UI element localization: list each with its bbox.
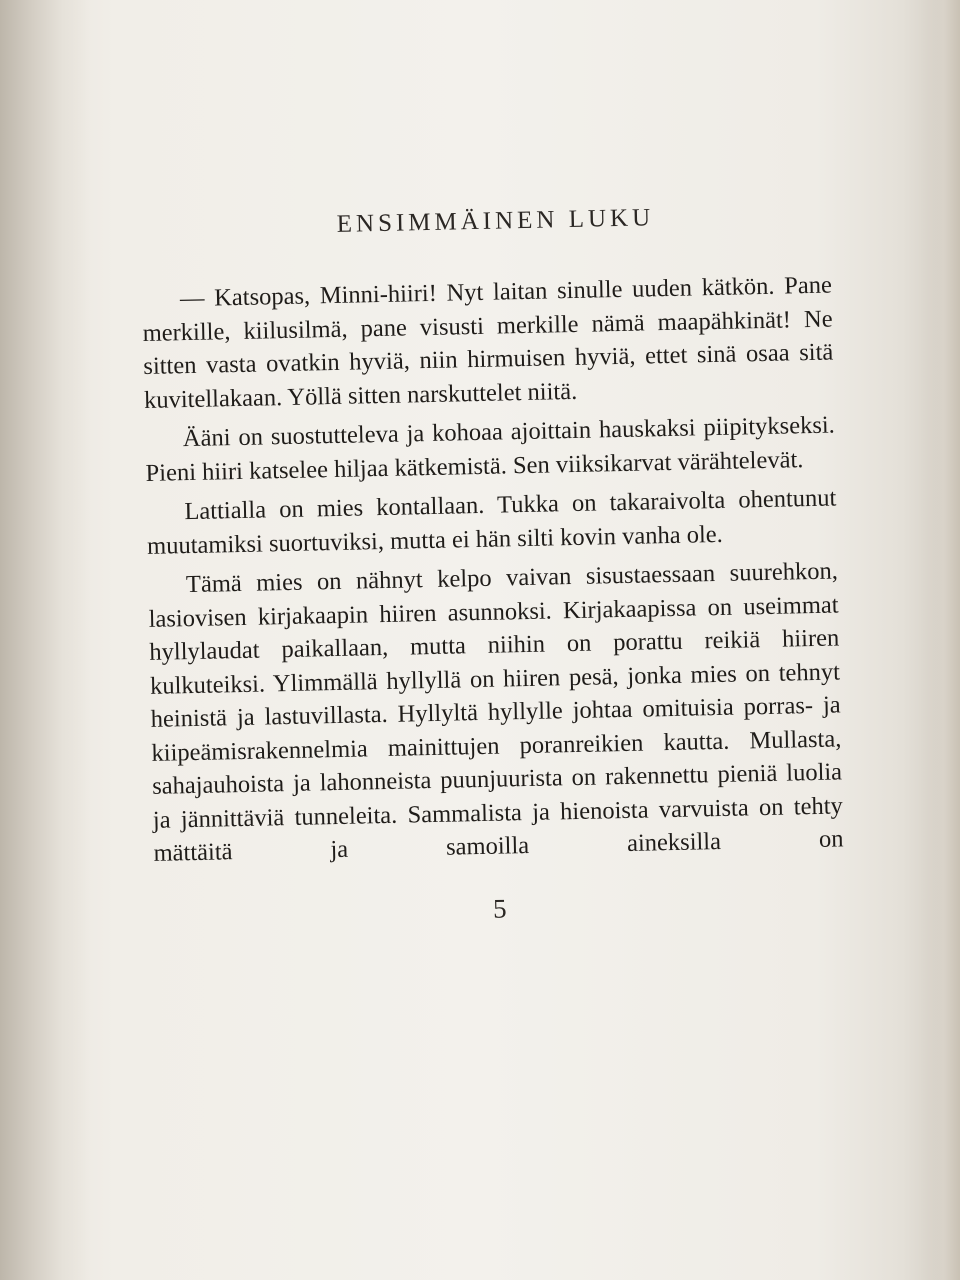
paragraph-3: Lattialla on mies kontallaan. Tukka on takaraivolta ohentunut muutamiksi suortuviksi, mutta ei hän silti kovin vanha ole.: [146, 484, 837, 560]
paragraph-2: Ääni on suostutteleva ja kohoaa ajoittain hauskaksi piipitykseksi. Pieni hiiri katselee hiljaa kätkemistä. Sen viiksikarvat värähtelevät.: [145, 411, 836, 487]
page-edge: [920, 0, 960, 1280]
book-gutter: [0, 0, 90, 1280]
paragraph-4: Tämä mies on nähnyt kelpo vaivan sisustaessaan suurehkon, lasiovisen kirjakaapin hiiren asunnoksi. Kirjakaapissa on useimmat hyllylaudat paikallaan, mutta niihin on porattu reikiä hiiren kulkuteiksi. Ylimmällä hyllyllä on hiiren pesä, jonka mies on tehnyt heinistä ja lastuvillasta. Hyllyltä hyllylle johtaa omituisia porras- ja kiipeämisrakennelmia mainittujen poranreikien kautta. Mullasta, sahajauhoista ja lahonneista puunjuurista on rakennettu pieniä luolia ja jännittäviä tunneleita. Sammalista ja hienoista varvuista on tehty mättäitä ja samoilla aineksilla on: [148, 557, 844, 867]
book-page: [140, 191, 845, 932]
paragraph-1: — Katsopas, Minni-hiiri! Nyt laitan sinulle uuden kätkön. Pane merkille, kiilusilmä, pane visusti merkille nämä maapähkinät! Ne sitten vasta ovatkin hyviä, niin hirmuisen hyviä, ettet sinä osaa sitä kuvitellakaan. Yöllä sitten narskuttelet niitä.: [142, 271, 834, 414]
page-number: 5: [492, 892, 507, 924]
chapter-heading: ENSIMMÄINEN LUKU: [336, 204, 655, 238]
